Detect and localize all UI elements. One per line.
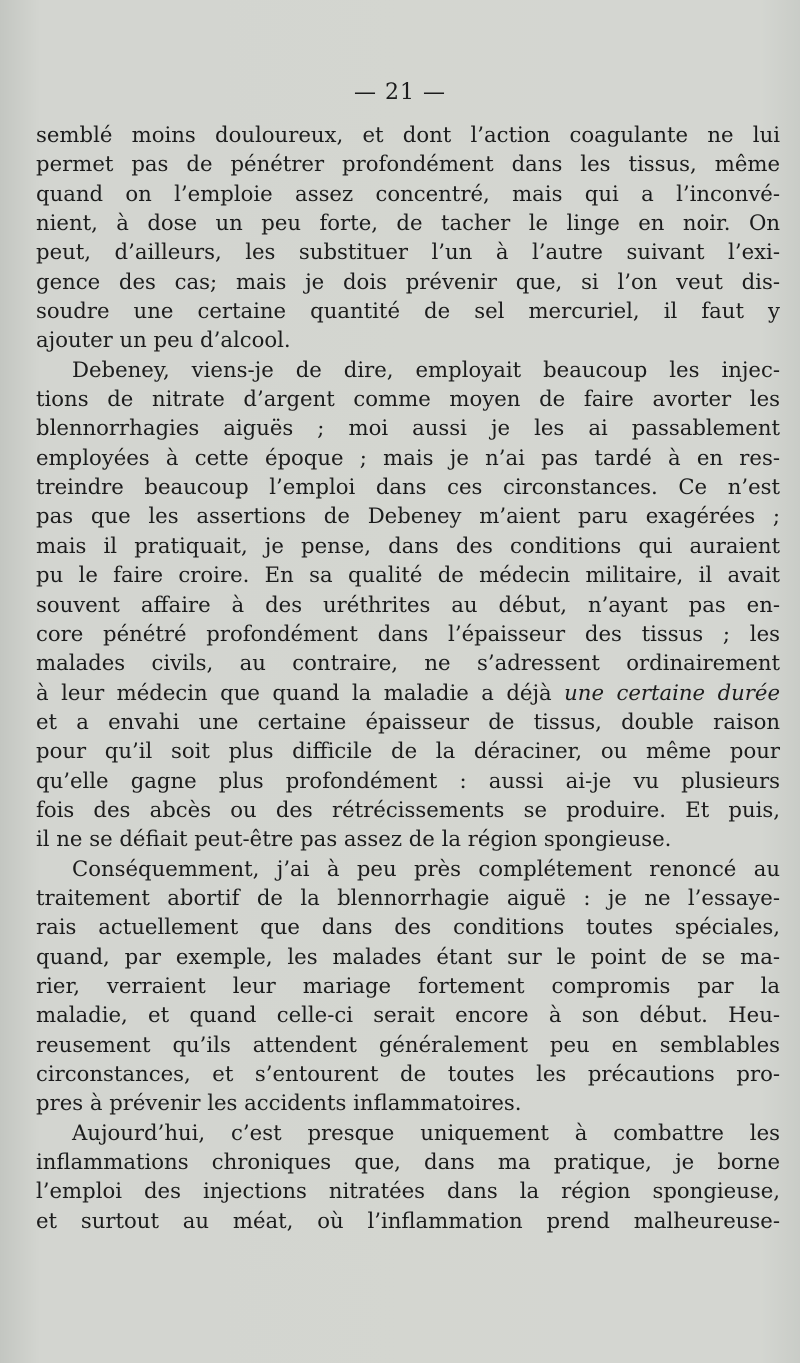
text-line: Conséquemment, j’ai à peu près complétement renoncé au (72, 855, 780, 881)
text-line: treindre beaucoup l’emploi dans ces circonstances. Ce n’est (36, 474, 780, 500)
text-line: tions de nitrate d’argent comme moyen de faire avorter les (36, 386, 780, 412)
text-line: traitement abortif de la blennorrhagie aiguë : je ne l’essaye- (36, 884, 780, 910)
text-line: et a envahi une certaine épaisseur de tissus, double raison (36, 708, 780, 734)
text-line: pres à prévenir les accidents inflammatoires. (36, 1090, 522, 1116)
text-line: gence des cas; mais je dois prévenir que, si l’on veut dis- (36, 268, 780, 294)
text-line: reusement qu’ils attendent généralement peu en semblables (36, 1031, 780, 1057)
text-line: employées à cette époque ; mais je n’ai pas tardé à en res- (36, 444, 780, 470)
text-line: ajouter un peu d’alcool. (36, 327, 291, 353)
paragraph-3 (36, 854, 780, 1118)
paragraph-4 (36, 1118, 780, 1235)
text-line: souvent affaire à des uréthrites au début, n’ayant pas en- (36, 591, 780, 617)
page-number: — 21 — (354, 80, 446, 105)
text-line: semblé moins douloureux, et dont l’action coagulante ne lui (36, 122, 780, 147)
text-line: nient, à dose un peu forte, de tacher le linge en noir. On (36, 210, 780, 236)
text-line: soudre une certaine quantité de sel mercuriel, il faut y (36, 298, 780, 324)
text-line: qu’elle gagne plus profondément : aussi ai-je vu plusieurs (36, 767, 780, 793)
text-line: blennorrhagies aiguës ; moi aussi je les ai passablement (36, 415, 780, 441)
text-line-with-italic (36, 678, 780, 707)
text-line: core pénétré profondément dans l’épaisseur des tissus ; les (36, 620, 780, 646)
paragraph-2 (36, 355, 780, 854)
text-line: inflammations chroniques que, dans ma pratique, je borne (36, 1149, 780, 1175)
text-line: peut, d’ailleurs, les substituer l’un à l’autre suivant l’exi- (36, 239, 780, 265)
text-line: pour qu’il soit plus difficile de la déraciner, ou même pour (36, 738, 780, 764)
text-line: circonstances, et s’entourent de toutes les précautions pro- (36, 1061, 780, 1086)
italic-phrase: une certaine durée (564, 679, 780, 705)
text-line: rais actuellement que dans des conditions toutes spéciales, (36, 914, 780, 940)
text-line: pu le faire croire. En sa qualité de médecin militaire, il avait (36, 562, 780, 588)
text-line: l’emploi des injections nitratées dans la région spongieuse, (36, 1178, 780, 1204)
text-line: pas que les assertions de Debeney m’aient paru exagérées ; (36, 503, 780, 529)
text-line: rier, verraient leur mariage fortement compromis par la (36, 972, 780, 998)
body-text (36, 120, 780, 1235)
paragraph-1 (36, 120, 780, 355)
text-line: et surtout au méat, où l’inflammation prend malheureuse- (36, 1207, 780, 1233)
text-line: malades civils, au contraire, ne s’adressent ordinairement (36, 650, 780, 676)
text-line: fois des abcès ou des rétrécissements se produire. Et puis, (36, 796, 780, 822)
text-line: mais il pratiquait, je pense, dans des conditions qui auraient (36, 532, 780, 558)
text-line: quand, par exemple, les malades étant sur le point de se ma- (36, 943, 780, 969)
text-line: maladie, et quand celle-ci serait encore à son début. Heu- (36, 1002, 780, 1028)
text-line: il ne se défiait peut-être pas assez de la région spongieuse. (36, 826, 672, 852)
text-line: quand on l’emploie assez concentré, mais qui a l’inconvé- (36, 180, 780, 206)
text-line: permet pas de pénétrer profondément dans les tissus, même (36, 151, 780, 177)
text-line: Debeney, viens-je de dire, employait beaucoup les injec- (72, 356, 780, 382)
text-run: à leur médecin que quand la maladie a déjà (36, 679, 565, 705)
text-line: Aujourd’hui, c’est presque uniquement à combattre les (72, 1119, 780, 1145)
